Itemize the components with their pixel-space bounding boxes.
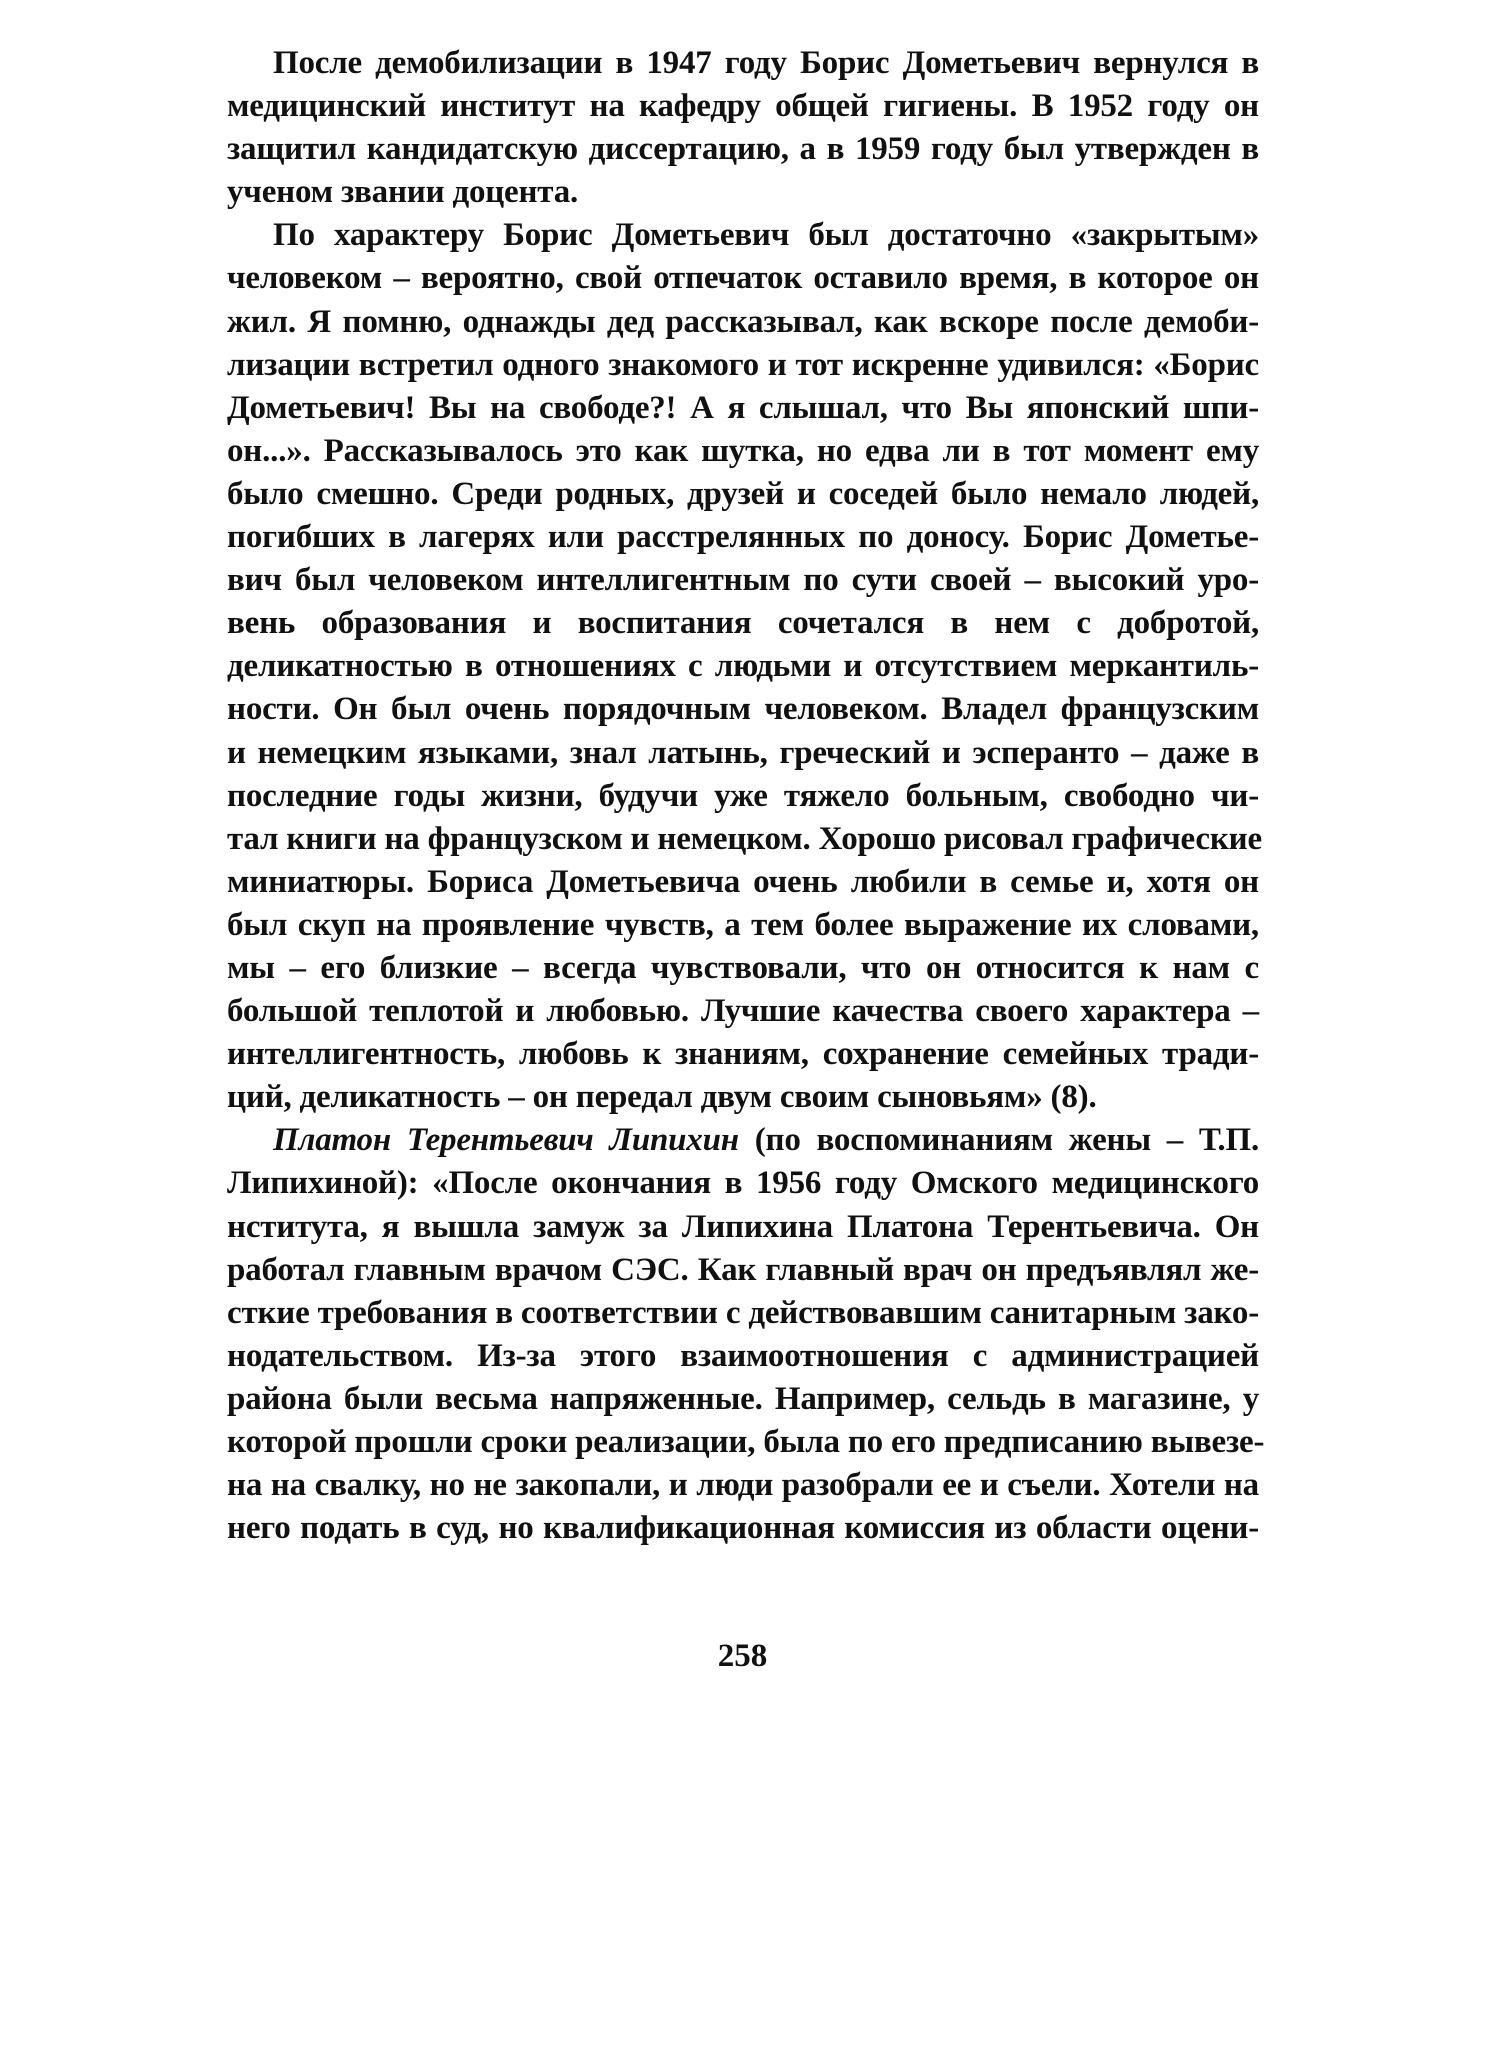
- text-line: жил. Я помню, однажды дед рассказывал, как вскоре после демоби-: [227, 303, 1259, 340]
- text-line: работал главным врачом СЭС. Как главный врач он предъявлял же-: [227, 1251, 1259, 1288]
- text-line: мы – его близкие – всегда чувствовали, что он относится к нам с: [227, 949, 1259, 986]
- text-line: и немецким языками, знал латынь, греческий и эсперанто – даже в: [227, 734, 1259, 771]
- text-line: тал книги на французском и немецком. Хорошо рисовал графические: [227, 820, 1262, 857]
- text-line: ученом звании доцента.: [227, 174, 579, 211]
- paragraph-3: [227, 1119, 1265, 1550]
- text-line: большой теплотой и любовью. Лучшие качества своего характера –: [227, 993, 1259, 1030]
- text-line: него подать в суд, но квалификационная комиссия из области оцени-: [227, 1510, 1259, 1547]
- text-line: ности. Он был очень порядочным человеком. Владел французским: [227, 691, 1259, 728]
- text-line: миниатюры. Бориса Дометьевича очень любили в семье и, хотя он: [227, 863, 1259, 900]
- text-line: Дометьевич! Вы на свободе?! А я слышал, что Вы японский шпи-: [227, 389, 1259, 426]
- page-number: 258: [717, 1638, 768, 1674]
- text-line: нодательством. Из-за этого взаимоотношения с администрацией: [227, 1337, 1259, 1374]
- text-line: он...». Рассказывалось это как шутка, но едва ли в тот момент ему: [227, 432, 1259, 469]
- text-line: [227, 1119, 1259, 1162]
- text-line: на на свалку, но не закопали, и люди разобрали ее и съели. Хотели на: [227, 1467, 1259, 1504]
- text-line: По характеру Борис Дометьевич был достаточно «закрытым»: [273, 217, 1259, 254]
- text-line: погибших в лагерях или расстрелянных по доносу. Борис Дометье-: [227, 519, 1259, 556]
- text-line: вень образования и воспитания сочетался в нем с добротой,: [227, 605, 1259, 642]
- paragraph-2: [227, 214, 1262, 1119]
- person-name: Платон Терентьевич Липихин: [273, 1122, 739, 1159]
- text-line: было смешно. Среди родных, друзей и соседей было немало людей,: [227, 475, 1259, 512]
- text-line: После демобилизации в 1947 году Борис Дометьевич вернулся в: [273, 45, 1259, 81]
- text-line: человеком – вероятно, свой отпечаток оставило время, в которое он: [227, 260, 1259, 297]
- text-line: лизации встретил одного знакомого и тот искренне удивился: «Борис: [227, 346, 1259, 383]
- text-line: вич был человеком интеллигентным по сути своей – высокий уро-: [227, 562, 1259, 599]
- paragraph-1: [227, 42, 1259, 214]
- text-line: сткие требования в соответствии с действовавшим санитарным зако-: [227, 1294, 1259, 1331]
- text-line: которой прошли сроки реализации, была по его предписанию вывезе-: [227, 1424, 1265, 1460]
- text-line: нститута, я вышла замуж за Липихина Платона Терентьевича. Он: [227, 1208, 1259, 1245]
- text-line: деликатностью в отношениях с людьми и отсутствием меркантиль-: [227, 648, 1259, 685]
- text-line: медицинский институт на кафедру общей гигиены. В 1952 году он: [227, 88, 1259, 125]
- text-line: интеллигентность, любовь к знаниям, сохранение семейных тради-: [227, 1036, 1259, 1073]
- text-line: последние годы жизни, будучи уже тяжело больным, свободно чи-: [227, 777, 1259, 814]
- text-line: района были весьма напряженные. Например, сельдь в магазине, у: [227, 1380, 1259, 1417]
- text-line: был скуп на проявление чувств, а тем более выражение их словами,: [227, 906, 1259, 943]
- text-line: ций, деликатность – он передал двум своим сыновьям» (8).: [227, 1079, 1097, 1116]
- text-line: Липихиной): «После окончания в 1956 году Омского медицинского: [227, 1165, 1259, 1202]
- text-fragment: (по воспоминаниям жены – Т.П.: [738, 1122, 1259, 1159]
- body-text: [227, 42, 1265, 1550]
- text-line: защитил кандидатскую диссертацию, а в 1959 году был утвержден в: [227, 131, 1259, 168]
